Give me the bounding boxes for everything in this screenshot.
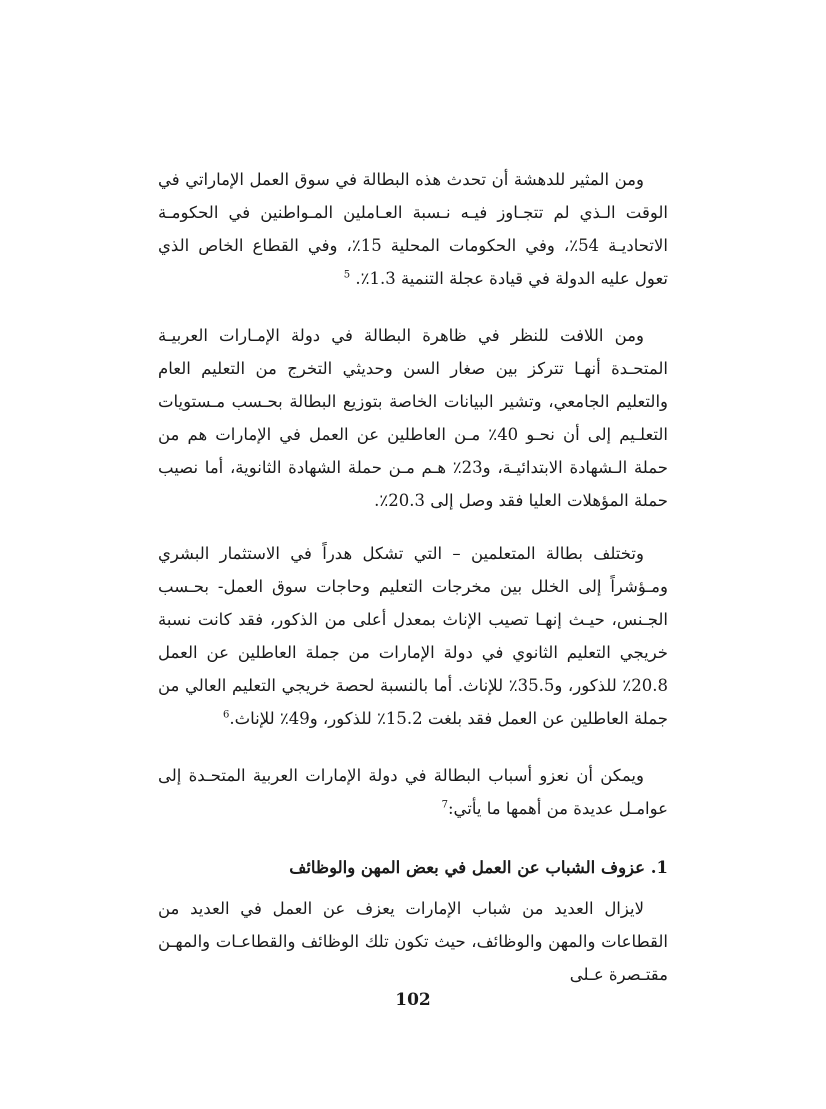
paragraph-unemployment-surprise [158,163,668,295]
page-number: 102 [395,990,431,1010]
footnote-marker[interactable]: 7 [441,799,448,811]
footnote-marker[interactable]: 5 [343,269,351,281]
paragraph-youth-graduates [158,319,668,517]
paragraph-text: لايزال العديد من شباب الإمارات يعزف عن العمل في العديد من القطاعات والمهن والوظائف، حيث تكون تلك الوظائف والقطاعـات والمهـن مقتـصرة عـلى [158,899,668,984]
section-heading [158,851,668,884]
section-number: 1. [650,858,668,877]
paragraph-section-body [158,892,668,991]
paragraph-text: وتختلف بطالة المتعلمين – التي تشكل هدراً في الاستثمار البشري ومـؤشراً إلى الخلل بين مخرجات التعليم وحاجات سوق العمل- بحـسب الجـنس، حيـث إنهـا تصيب الإناث بمعدل أعلى من الذكور، فقد كانت نسبة خريجي التعليم الثانوي في دولة الإمارات من جملة العاطلين عن العمل 20.8٪ للذكور، و35.5٪ للإناث. أما بالنسبة لحصة خريجي التعليم العالي من جملة العاطلين عن العمل فقد بلغت 15.2٪ للذكور، و49٪ للإناث. [158,544,668,728]
paragraph-text: ومن اللافت للنظر في ظاهرة البطالة في دولة الإمـارات العربيـة المتحـدة أنهـا تتركز بين صغار السن وحديثي التخرج من التعليم العام والتعليم الجامعي، وتشير البيانات الخاصة بتوزيع البطالة بحـسب مـستويات التعلـيم إلى أن نحـو 40٪ مـن العاطلين عن العمل في الإمارات هم من حملة الـشهادة الابتدائيـة، و23٪ هـم مـن حملة الشهادة الثانوية، أما نصيب حملة المؤهلات العليا فقد وصل إلى 20.3٪. [158,326,668,510]
footnote-marker[interactable]: 6 [222,709,230,721]
paragraph-text: ويمكن أن نعزو أسباب البطالة في دولة الإمارات العربية المتحـدة إلى عوامـل عديدة من أهمها ما يأتي: [158,766,668,818]
section-title: عزوف الشباب عن العمل في بعض المهن والوظائف [289,858,646,877]
paragraph-educated-unemployment [158,537,668,735]
paragraph-text: ومن المثير للدهشة أن تحدث هذه البطالة في سوق العمل الإماراتي في الوقت الـذي لم تتجـاوز فيـه نـسبة العـاملين المـواطنين في الحكومـة الاتحاديـة 54٪، وفي الحكومات المحلية 15٪، وفي القطاع الخاص الذي تعول عليه الدولة في قيادة عجلة التنمية 1.3٪. [158,170,668,288]
page-body [158,163,668,991]
paragraph-causes-intro [158,759,668,825]
